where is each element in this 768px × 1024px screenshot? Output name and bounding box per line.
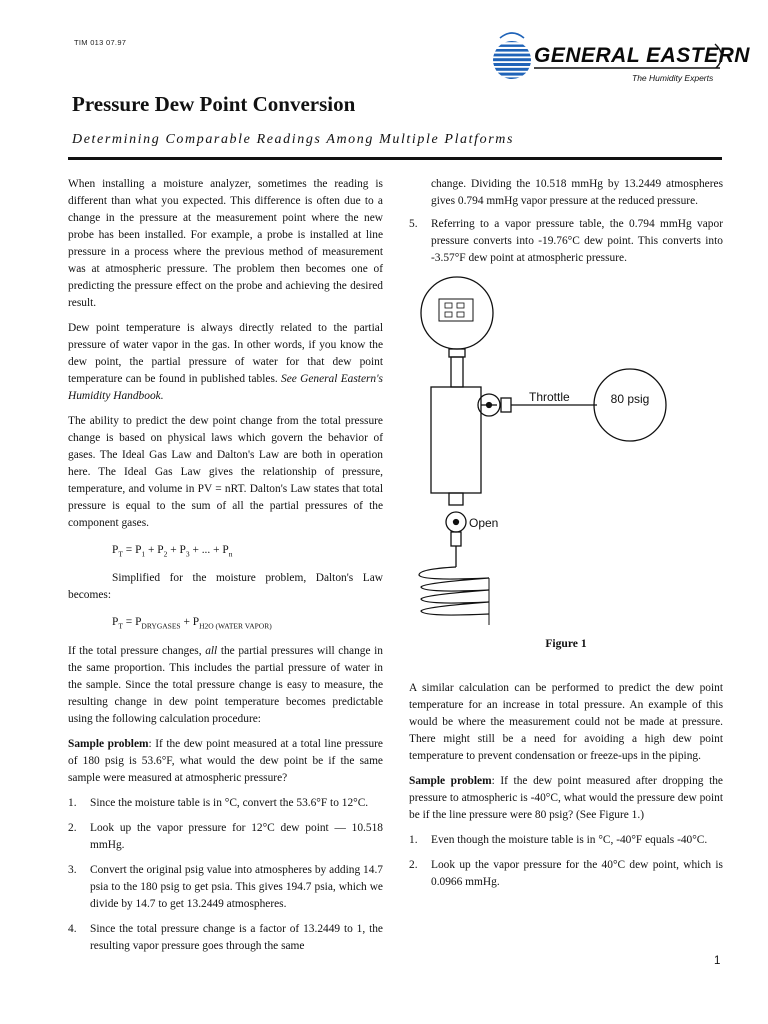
list-item: 2. Look up the vapor pressure for 12°C dew point — 10.518 mmHg. <box>68 821 383 851</box>
handbook-reference: See General Eastern's Humidity Handbook. <box>68 373 383 402</box>
list-item: 5. Referring to a vapor pressure table, the 0.794 mmHg vapor pressure converts into -19.76°C dew point. This converts into -3.57°F dew point at atmospheric pressure. <box>409 218 723 264</box>
list-item: 4. Since the total pressure change is a factor of 13.2449 to 1, the resulting vapor pressure goes through the same <box>68 922 383 952</box>
figure-caption: Figure 1 <box>545 637 587 650</box>
figure-1-diagram <box>409 275 723 625</box>
procedure-steps-2 <box>409 832 723 891</box>
procedure-steps <box>68 795 383 955</box>
company-logo <box>490 28 750 90</box>
proportion-paragraph: If the total pressure changes, all the partial pressures will change in the same proportion. This includes the partial pressure of water in the sample. Since the total pressure change is easy to measure, the resulting change in dew point temperature becomes predictable using the following calculation procedure: <box>68 644 383 725</box>
sample-problem-2: Sample problem: If the dew point measured after dropping the pressure to atmospheric is -40°C, what would the pressure dew point be if the line pressure were 80 psig? (See Figure 1.) <box>409 775 723 821</box>
dew-point-text: Dew point temperature is always directly related to the partial pressure of water vapor in the gas. In other words, if you know the dew point, the partial pressure of water for that dew point temperature can be found in published tables. <box>68 322 383 385</box>
page-title: Pressure Dew Point Conversion <box>72 92 356 116</box>
moisture-equation: $P_T = P_{DRYGASES} + P_{H2O (WATER VAPOR)}$ <box>112 616 272 631</box>
right-column <box>409 176 723 899</box>
brand-name: GENERAL EASTERN <box>534 44 750 67</box>
title-rule <box>68 157 722 160</box>
procedure-steps-continued <box>409 216 723 267</box>
open-label: Open <box>469 516 499 530</box>
throttle-label: Throttle <box>529 390 570 404</box>
left-column <box>68 176 383 963</box>
daltons-law-equation: $P_T = P_1 + P_2 + P_3$ + ... + $P_n$ <box>112 544 233 559</box>
increase-pressure-paragraph: A similar calculation can be performed to predict the dew point temperature for an increase in total pressure. An example of this would be where the measurement could not be made at pressure. There might still be a need for avoiding a high dew point temperature to prevent condensation or freeze-ups in the piping. <box>409 682 723 762</box>
list-item: 1. Even though the moisture table is in °C, -40°F equals -40°C. <box>409 834 708 846</box>
document-number: TIM 013 07.97 <box>74 38 127 47</box>
page-subtitle: Determining Comparable Readings Among Multiple Platforms <box>72 132 515 147</box>
gas-laws-paragraph: The ability to predict the dew point change from the total pressure change is based on physical laws which govern the behavior of gases. The Ideal Gas Law and Dalton's Law are both in operation here. The Ideal Gas Law gives the relationship of pressure, temperature, and volume in PV = nRT. Dalton's Law states that total pressure is equal to the sum of all the partial pressures of the component gases. <box>68 415 383 529</box>
sample-coil <box>419 567 489 615</box>
list-item: 3. Convert the original psig value into atmospheres by adding 14.7 psia to the 180 psig to get psia. This gives 194.7 psia, which we divide by 14.7 to get 13.2449 atmospheres. <box>68 863 383 910</box>
dew-point-paragraph <box>68 320 383 405</box>
simplified-paragraph: Simplified for the moisture problem, Dalton's Law becomes: <box>68 572 383 602</box>
brand-tagline: The Humidity Experts <box>632 73 714 83</box>
step-4-continued: change. Dividing the 10.518 mmHg by 13.2449 atmospheres gives 0.794 mmHg vapor pressure at the reduced pressure. <box>431 178 723 207</box>
list-item: 2. Look up the vapor pressure for the 40°C dew point, which is 0.0966 mmHg. <box>409 859 723 888</box>
sample-problem-1: Sample problem: If the dew point measured at a total line pressure of 180 psig is 53.6°F, what would the dew point be if the same sample were measured at atmospheric pressure? <box>68 737 383 784</box>
intro-paragraph: When installing a moisture analyzer, sometimes the reading is different than what you expected. This difference is often due to a change in the pressure at the measurement point where the new probe has been installed. For example, a probe is installed at line pressure in a process where the previous method of measurement was at atmospheric pressure. The problem then becomes one of predicting the pressure effect on the probe and achieving the desired result. <box>68 178 383 309</box>
sample-cell <box>431 387 481 493</box>
gauge-label: 80 psig <box>610 392 650 406</box>
page-number: 1 <box>714 955 721 967</box>
list-item: 1. Since the moisture table is in °C, convert the 53.6°F to 12°C. <box>68 796 369 809</box>
